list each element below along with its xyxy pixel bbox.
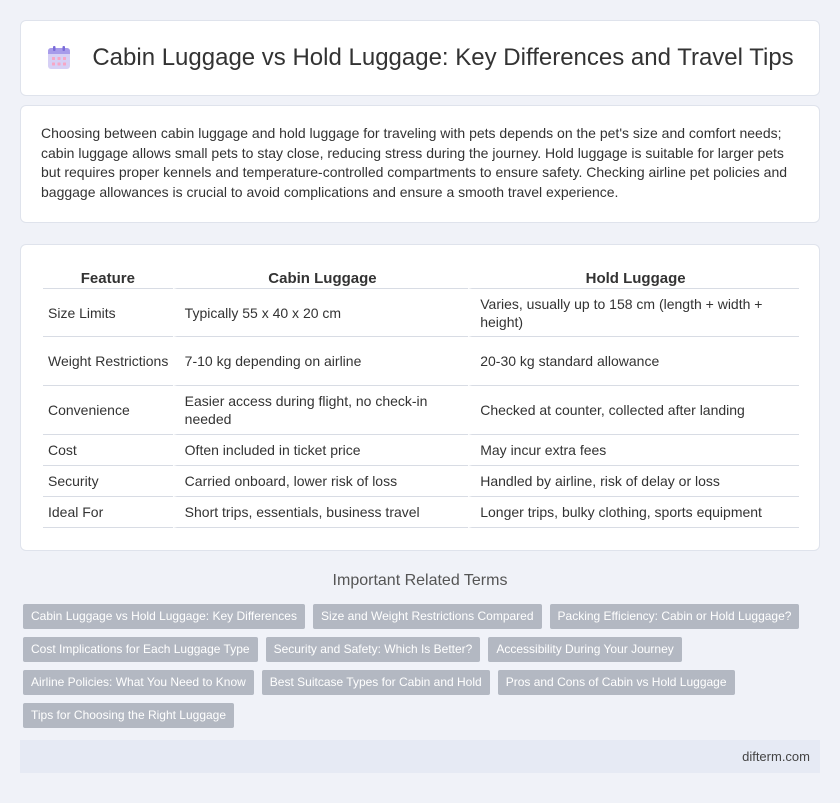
table-row	[43, 466, 799, 497]
cell-hold: Longer trips, bulky clothing, sports equipment	[468, 497, 799, 528]
header-card	[20, 20, 820, 96]
table-header-row	[43, 263, 799, 289]
cell-hold: Varies, usually up to 158 cm (length + width + height)	[468, 289, 799, 337]
related-term-tag[interactable]: Packing Efficiency: Cabin or Hold Luggage?	[550, 604, 800, 629]
related-terms-title: Important Related Terms	[332, 572, 508, 589]
cell-cabin: 7-10 kg depending on airline	[173, 337, 469, 386]
header-feature: Feature	[43, 263, 173, 289]
related-term-tag[interactable]: Best Suitcase Types for Cabin and Hold	[262, 670, 490, 695]
cell-hold: Handled by airline, risk of delay or loss	[468, 466, 799, 497]
page-title: Cabin Luggage vs Hold Luggage: Key Differences and Travel Tips	[92, 44, 794, 71]
related-term-tag[interactable]: Cabin Luggage vs Hold Luggage: Key Differences	[23, 604, 305, 629]
cell-cabin: Short trips, essentials, business travel	[173, 497, 469, 528]
related-term-tag[interactable]: Pros and Cons of Cabin vs Hold Luggage	[498, 670, 735, 695]
related-term-tag[interactable]: Tips for Choosing the Right Luggage	[23, 703, 234, 728]
cell-feature: Security	[43, 466, 173, 497]
calendar-icon	[46, 45, 72, 71]
related-term-tag[interactable]: Security and Safety: Which Is Better?	[266, 637, 481, 662]
header-cabin: Cabin Luggage	[173, 263, 469, 289]
cell-cabin: Easier access during flight, no check-in needed	[173, 386, 469, 435]
related-terms-list	[23, 604, 803, 728]
intro-text: Choosing between cabin luggage and hold luggage for traveling with pets depends on the pet's size and comfort needs; cabin luggage allows small pets to stay close, reducing stress during the journey. Hold luggage is suitable for larger pets but requires proper kennels and temperature-controlled compartments to ensure safety. Checking airline pet policies and baggage allowances is crucial to avoid complications and ensure a smooth travel experience.	[41, 125, 788, 200]
cell-cabin: Often included in ticket price	[173, 435, 469, 466]
table-row	[43, 337, 799, 386]
cell-feature: Weight Restrictions	[43, 337, 173, 386]
table-row	[43, 435, 799, 466]
intro-card	[20, 105, 820, 223]
cell-feature: Size Limits	[43, 289, 173, 337]
related-term-tag[interactable]: Cost Implications for Each Luggage Type	[23, 637, 258, 662]
cell-feature: Cost	[43, 435, 173, 466]
related-term-tag[interactable]: Accessibility During Your Journey	[488, 637, 681, 662]
cell-cabin: Typically 55 x 40 x 20 cm	[173, 289, 469, 337]
comparison-table-card	[20, 244, 820, 551]
table-row	[43, 497, 799, 528]
comparison-table	[43, 263, 799, 528]
cell-hold: May incur extra fees	[468, 435, 799, 466]
header-inner	[46, 44, 793, 72]
cell-feature: Convenience	[43, 386, 173, 435]
cell-cabin: Carried onboard, lower risk of loss	[173, 466, 469, 497]
related-term-tag[interactable]: Airline Policies: What You Need to Know	[23, 670, 254, 695]
related-term-tag[interactable]: Size and Weight Restrictions Compared	[313, 604, 542, 629]
footer-brand[interactable]: difterm.com	[742, 749, 810, 764]
cell-hold: 20-30 kg standard allowance	[468, 337, 799, 386]
table-row	[43, 386, 799, 435]
header-hold: Hold Luggage	[468, 263, 799, 289]
cell-feature: Ideal For	[43, 497, 173, 528]
footer	[20, 740, 820, 773]
cell-hold: Checked at counter, collected after landing	[468, 386, 799, 435]
table-row	[43, 289, 799, 337]
